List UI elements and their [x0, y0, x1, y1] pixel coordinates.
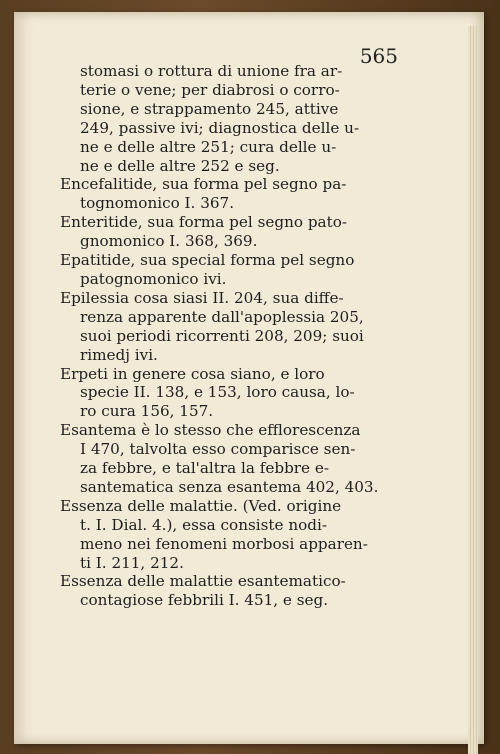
text-line: tognomonico I. 367.: [80, 194, 235, 213]
text-line: ro cura 156, 157.: [80, 402, 214, 421]
text-line: patognomonico ivi.: [80, 269, 227, 288]
text-line: renza apparente dall'apoplessia 205,: [80, 307, 364, 326]
page-number: 565: [359, 44, 398, 68]
text-line: I 470, talvolta esso comparisce sen-: [80, 440, 356, 459]
text-line: specie II. 138, e 153, loro causa, lo-: [80, 383, 355, 402]
text-line: ti I. 211, 212.: [80, 553, 184, 572]
index-text: [60, 62, 390, 610]
page-edges: [468, 26, 478, 754]
text-line: Erpeti in genere cosa siano, e loro: [60, 364, 325, 383]
text-line: suoi periodi ricorrenti 208, 209; suoi: [80, 326, 364, 345]
text-line: contagiose febbrili I. 451, e seg.: [80, 591, 329, 610]
text-line: stomasi o rottura di unione fra ar-: [80, 62, 343, 80]
text-line: Essenza delle malattie esantematico-: [60, 572, 346, 591]
text-line: gnomonico I. 368, 369.: [80, 232, 258, 251]
text-line: t. I. Dial. 4.), essa consiste nodi-: [80, 515, 327, 534]
text-line: Encefalitide, sua forma pel segno pa-: [60, 175, 347, 194]
text-line: rimedj ivi.: [80, 345, 158, 364]
text-line: Epilessia cosa siasi II. 204, sua diffe-: [60, 288, 344, 307]
text-line: Enteritide, sua forma pel segno pato-: [60, 213, 347, 232]
text-line: sione, e strappamento 245, attive: [80, 99, 339, 118]
text-line: 249, passive ivi; diagnostica delle u-: [80, 118, 360, 137]
text-line: ne e delle altre 251; cura delle u-: [80, 137, 337, 156]
text-line: Epatitide, sua special forma pel segno: [60, 251, 355, 270]
text-line: ne e delle altre 252 e seg.: [80, 156, 280, 175]
text-line: Esantema è lo stesso che efflorescenza: [60, 421, 361, 440]
text-line: Essenza delle malattie. (Ved. origine: [60, 496, 342, 515]
text-line: za febbre, e tal'altra la febbre e-: [80, 459, 329, 478]
text-line: meno nei fenomeni morbosi apparen-: [80, 534, 368, 553]
text-line: terie o vene; per diabrosi o corro-: [80, 80, 340, 99]
text-line: santematica senza esantema 402, 403.: [80, 477, 379, 496]
